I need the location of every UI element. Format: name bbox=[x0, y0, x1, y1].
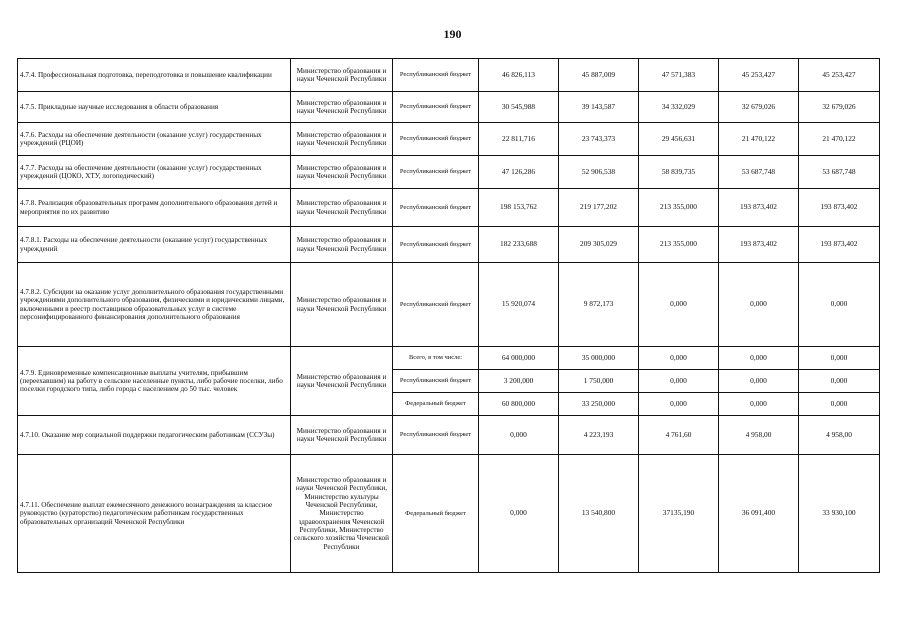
amount-cell: 0,000 bbox=[719, 393, 799, 416]
amount-cell: 209 305,029 bbox=[559, 227, 639, 263]
table-row bbox=[18, 156, 880, 189]
funding-source: Республиканский бюджет bbox=[393, 156, 479, 189]
amount-cell: 33 930,100 bbox=[799, 455, 880, 573]
responsible-executor: Министерство образования и науки Чеченской Республики, Министерство культуры Чеченской Республики, Министерство здравоохранения Чеченской Республики, Министерство сельского хозяйства Чеченской Республики bbox=[291, 455, 393, 573]
amount-cell: 45 253,427 bbox=[799, 59, 880, 92]
amount-cell: 58 839,735 bbox=[639, 156, 719, 189]
amount-cell: 53 687,748 bbox=[799, 156, 880, 189]
funding-source: Республиканский бюджет bbox=[393, 227, 479, 263]
responsible-executor: Министерство образования и науки Чеченской Республики bbox=[291, 59, 393, 92]
funding-source: Республиканский бюджет bbox=[393, 370, 479, 393]
table-row bbox=[18, 59, 880, 92]
amount-cell: 35 000,000 bbox=[559, 347, 639, 370]
amount-cell: 0,000 bbox=[719, 347, 799, 370]
amount-cell: 29 456,631 bbox=[639, 123, 719, 156]
amount-cell: 0,000 bbox=[799, 370, 880, 393]
row-description: 4.7.8.1. Расходы на обеспечение деятельности (оказание услуг) государственных учреждений bbox=[18, 227, 291, 263]
funding-source: Республиканский бюджет bbox=[393, 263, 479, 347]
amount-cell: 0,000 bbox=[639, 347, 719, 370]
funding-source: Республиканский бюджет bbox=[393, 189, 479, 227]
funding-source: Республиканский бюджет bbox=[393, 123, 479, 156]
table-row bbox=[18, 347, 880, 370]
amount-cell: 53 687,748 bbox=[719, 156, 799, 189]
responsible-executor: Министерство образования и науки Чеченской Республики bbox=[291, 347, 393, 416]
amount-cell: 0,000 bbox=[799, 263, 880, 347]
amount-cell: 0,000 bbox=[799, 393, 880, 416]
amount-cell: 32 679,026 bbox=[719, 92, 799, 123]
amount-cell: 23 743,373 bbox=[559, 123, 639, 156]
amount-cell: 21 470,122 bbox=[719, 123, 799, 156]
amount-cell: 213 355,000 bbox=[639, 227, 719, 263]
amount-cell: 39 143,587 bbox=[559, 92, 639, 123]
amount-cell: 0,000 bbox=[799, 347, 880, 370]
amount-cell: 193 873,402 bbox=[719, 227, 799, 263]
funding-source: Республиканский бюджет bbox=[393, 92, 479, 123]
responsible-executor: Министерство образования и науки Чеченской Республики bbox=[291, 123, 393, 156]
amount-cell: 193 873,402 bbox=[799, 227, 880, 263]
amount-cell: 198 153,762 bbox=[479, 189, 559, 227]
amount-cell: 4 958,00 bbox=[719, 416, 799, 455]
row-description: 4.7.6. Расходы на обеспечение деятельности (оказание услуг) государственных учреждений (РЦОИ) bbox=[18, 123, 291, 156]
amount-cell: 15 920,074 bbox=[479, 263, 559, 347]
row-description: 4.7.7. Расходы на обеспечение деятельности (оказание услуг) государственных учреждений (ЦОКО, ХТУ, логопедический) bbox=[18, 156, 291, 189]
funding-source: Республиканский бюджет bbox=[393, 59, 479, 92]
row-description: 4.7.9. Единовременные компенсационные выплаты учителям, прибывшим (переехавшим) на работу в сельские населенные пункты, либо рабочие поселки, либо поселки городского типа, либо города с населением до 50 тыс. человек bbox=[18, 347, 291, 416]
amount-cell: 21 470,122 bbox=[799, 123, 880, 156]
page-number: 190 bbox=[443, 27, 462, 41]
amount-cell: 219 177,202 bbox=[559, 189, 639, 227]
responsible-executor: Министерство образования и науки Чеченской Республики bbox=[291, 263, 393, 347]
funding-source: Республиканский бюджет bbox=[393, 416, 479, 455]
amount-cell: 193 873,402 bbox=[799, 189, 880, 227]
amount-cell: 182 233,688 bbox=[479, 227, 559, 263]
table-row bbox=[18, 263, 880, 347]
amount-cell: 33 250,000 bbox=[559, 393, 639, 416]
amount-cell: 9 872,173 bbox=[559, 263, 639, 347]
amount-cell: 47 126,286 bbox=[479, 156, 559, 189]
row-description: 4.7.8.2. Субсидии на оказание услуг дополнительного образования государственными учреждениями дополнительного образования, физическими и юридическими лицами, включенными в реестр поставщиков образовательных услуг в системе персонифицированного финансирования дополнительного образования bbox=[18, 263, 291, 347]
table-row bbox=[18, 123, 880, 156]
row-description: 4.7.8. Реализация образовательных программ дополнительного образования детей и мероприятия по их развитию bbox=[18, 189, 291, 227]
funding-source: Всего, в том числе: bbox=[393, 347, 479, 370]
responsible-executor: Министерство образования и науки Чеченской Республики bbox=[291, 92, 393, 123]
amount-cell: 36 091,400 bbox=[719, 455, 799, 573]
responsible-executor: Министерство образования и науки Чеченской Республики bbox=[291, 416, 393, 455]
amount-cell: 4 958,00 bbox=[799, 416, 880, 455]
amount-cell: 0,000 bbox=[639, 263, 719, 347]
row-description: 4.7.11. Обеспечение выплат ежемесячного денежного вознаграждения за классное руководство (кураторство) педагогическим работникам государственных образовательных организаций Чеченской Республики bbox=[18, 455, 291, 573]
row-description: 4.7.4. Профессиональная подготовка, переподготовка и повышение квалификации bbox=[18, 59, 291, 92]
amount-cell: 32 679,026 bbox=[799, 92, 880, 123]
amount-cell: 4 761,60 bbox=[639, 416, 719, 455]
amount-cell: 47 571,383 bbox=[639, 59, 719, 92]
amount-cell: 4 223,193 bbox=[559, 416, 639, 455]
amount-cell: 46 826,113 bbox=[479, 59, 559, 92]
amount-cell: 0,000 bbox=[639, 370, 719, 393]
table-body bbox=[18, 59, 880, 573]
row-description: 4.7.5. Прикладные научные исследования в области образования bbox=[18, 92, 291, 123]
amount-cell: 193 873,402 bbox=[719, 189, 799, 227]
amount-cell: 0,000 bbox=[639, 393, 719, 416]
amount-cell: 0,000 bbox=[479, 455, 559, 573]
amount-cell: 37135,190 bbox=[639, 455, 719, 573]
amount-cell: 60 800,000 bbox=[479, 393, 559, 416]
table-row bbox=[18, 92, 880, 123]
budget-table bbox=[17, 58, 880, 573]
amount-cell: 213 355,000 bbox=[639, 189, 719, 227]
amount-cell: 0,000 bbox=[479, 416, 559, 455]
row-description: 4.7.10. Оказание мер социальной поддержки педагогическим работникам (ССУЗы) bbox=[18, 416, 291, 455]
amount-cell: 52 906,538 bbox=[559, 156, 639, 189]
funding-source: Федеральный бюджет bbox=[393, 455, 479, 573]
amount-cell: 34 332,029 bbox=[639, 92, 719, 123]
amount-cell: 30 545,988 bbox=[479, 92, 559, 123]
funding-source: Федеральный бюджет bbox=[393, 393, 479, 416]
amount-cell: 13 540,800 bbox=[559, 455, 639, 573]
amount-cell: 1 750,000 bbox=[559, 370, 639, 393]
table-row bbox=[18, 189, 880, 227]
table-row bbox=[18, 416, 880, 455]
responsible-executor: Министерство образования и науки Чеченской Республики bbox=[291, 227, 393, 263]
amount-cell: 45 253,427 bbox=[719, 59, 799, 92]
table-row bbox=[18, 227, 880, 263]
responsible-executor: Министерство образования и науки Чеченской Республики bbox=[291, 156, 393, 189]
amount-cell: 0,000 bbox=[719, 263, 799, 347]
amount-cell: 3 200,000 bbox=[479, 370, 559, 393]
responsible-executor: Министерство образования и науки Чеченской Республики bbox=[291, 189, 393, 227]
amount-cell: 22 811,716 bbox=[479, 123, 559, 156]
table-row bbox=[18, 455, 880, 573]
amount-cell: 64 000,000 bbox=[479, 347, 559, 370]
amount-cell: 45 887,009 bbox=[559, 59, 639, 92]
amount-cell: 0,000 bbox=[719, 370, 799, 393]
